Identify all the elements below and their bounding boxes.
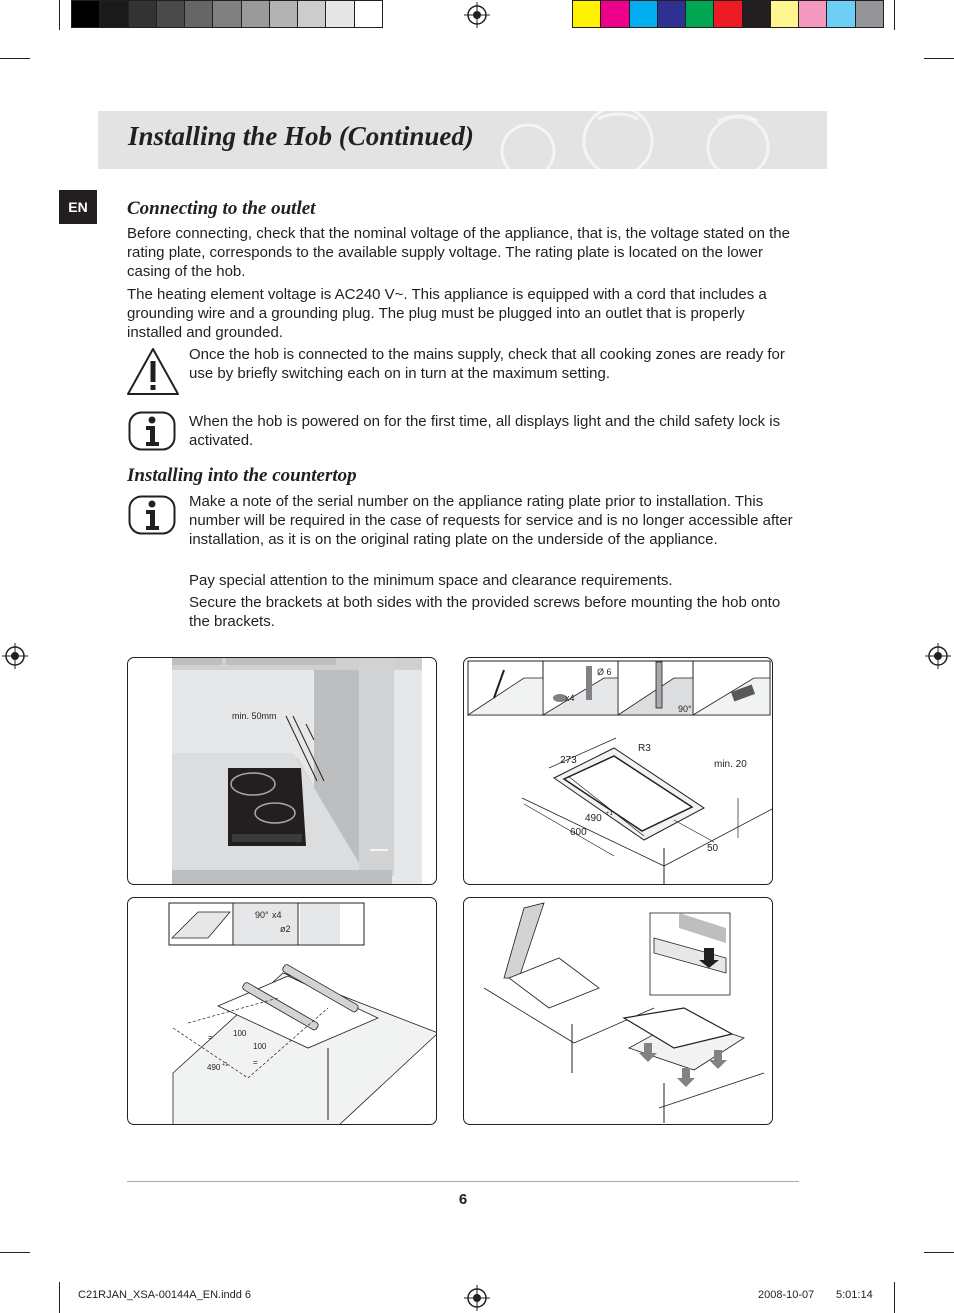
crop-mark: [0, 58, 30, 59]
color-swatch: [798, 0, 827, 28]
angle-label: 90°: [678, 704, 692, 714]
color-swatch: [713, 0, 742, 28]
color-swatch: [742, 0, 771, 28]
kitchen-illustration: [128, 658, 437, 885]
crop-mark: [59, 0, 60, 30]
crop-mark: [894, 0, 895, 30]
color-swatch: [156, 0, 185, 28]
radius-label: R3: [638, 743, 651, 754]
countertop-paragraph-2: Pay special attention to the minimum space and clearance requirements.: [189, 572, 673, 589]
section-heading-outlet: Connecting to the outlet: [127, 198, 316, 219]
color-swatch: [685, 0, 714, 28]
cutout-illustration: [464, 658, 773, 885]
countertop-paragraph-3: Secure the brackets at both sides with the provided screws before mounting the hob onto the brackets.: [189, 594, 781, 630]
bracket-width-label: 490: [207, 1063, 221, 1072]
screw-count-label: x4: [565, 693, 575, 703]
color-swatch: [572, 0, 601, 28]
bracket-drill-label: ø2: [280, 924, 291, 934]
figure-kitchen-clearance: [127, 657, 437, 885]
bracket-count-label: x4: [272, 910, 282, 920]
bracket-tolerance-label: +1: [222, 1062, 228, 1068]
color-swatch: [657, 0, 686, 28]
figure-hob-mounting: [463, 897, 773, 1125]
crop-mark: [59, 1282, 60, 1313]
slug-date: 2008-10-07: [758, 1289, 815, 1301]
depth-label: 273: [560, 755, 577, 766]
color-swatch: [212, 0, 241, 28]
color-swatch: [325, 0, 354, 28]
language-tab: EN: [59, 190, 97, 224]
crop-mark: [924, 1252, 954, 1253]
color-swatch: [629, 0, 658, 28]
slug-time: 5:01:14: [836, 1289, 873, 1301]
slug-file: C21RJAN_XSA-00144A_EN.indd 6: [78, 1289, 252, 1301]
bracket-dimension-2: 100: [253, 1042, 267, 1051]
color-swatch: [600, 0, 629, 28]
equal-mark: =: [208, 1033, 213, 1042]
footer-divider: [127, 1181, 799, 1182]
info-icon: [128, 411, 176, 451]
bracket-angle-label: 90°: [255, 910, 269, 920]
color-swatch: [297, 0, 326, 28]
color-swatch: [855, 0, 884, 28]
color-swatch: [354, 0, 383, 28]
crop-mark: [924, 58, 954, 59]
color-swatch: [128, 0, 157, 28]
bracket-illustration: [128, 898, 437, 1125]
registration-mark-icon: [464, 2, 490, 28]
clearance-label: min. 50mm: [232, 711, 277, 721]
span-label: 600: [570, 827, 587, 838]
edge-label: 50: [707, 843, 719, 854]
info-icon: [128, 495, 176, 535]
warning-note: Once the hob is connected to the mains supply, check that all cooking zones are ready for use by briefly switching each on in turn at the maximum setting.: [189, 346, 785, 382]
grey-color-bar: [71, 0, 382, 28]
color-swatch: [71, 0, 100, 28]
info-note-power: When the hob is powered on for the first time, all displays light and the child safety lock is activated.: [189, 413, 781, 449]
crop-mark: [0, 1252, 30, 1253]
registration-mark-icon: [464, 1285, 490, 1311]
figure-cutout-dimensions: [463, 657, 773, 885]
registration-mark-icon: [925, 643, 951, 669]
page-title: Installing the Hob (Continued): [128, 121, 474, 151]
color-swatch: [269, 0, 298, 28]
color-swatch: [99, 0, 128, 28]
color-swatch: [241, 0, 270, 28]
min-clearance-label: min. 20: [714, 759, 747, 770]
registration-mark-icon: [2, 643, 28, 669]
info-note-serial: Make a note of the serial number on the appliance rating plate prior to installation. This number will be required in the case of requests for service and is no longer accessible after installation, as it is on the original rating plate on the underside of the appliance.: [189, 493, 793, 548]
page-number: 6: [458, 1191, 468, 1208]
warning-icon: [126, 347, 180, 397]
color-swatch: [184, 0, 213, 28]
tolerance-label: +1: [606, 811, 613, 817]
equal-mark: =: [253, 1058, 258, 1067]
figure-bracket-positions: [127, 897, 437, 1125]
drill-size-label: Ø 6: [597, 667, 612, 677]
crop-mark: [894, 1282, 895, 1313]
bracket-dimension-1: 100: [233, 1029, 247, 1038]
color-swatch: [770, 0, 799, 28]
section-heading-countertop: Installing into the countertop: [127, 465, 357, 486]
mounting-illustration: [464, 898, 773, 1125]
color-swatch: [826, 0, 855, 28]
outlet-paragraph-1: Before connecting, check that the nominal voltage of the appliance, that is, the voltage stated on the rating plate, corresponds to the available supply voltage. The rating plate is located on the lower casing of the hob.: [127, 225, 790, 280]
width-label: 490: [585, 813, 602, 824]
outlet-paragraph-2: The heating element voltage is AC240 V~. This appliance is equipped with a cord that includes a grounding wire and a grounding plug. The plug must be plugged into an outlet that is properly installed and grounded.: [127, 286, 767, 341]
process-color-bar: [572, 0, 883, 28]
